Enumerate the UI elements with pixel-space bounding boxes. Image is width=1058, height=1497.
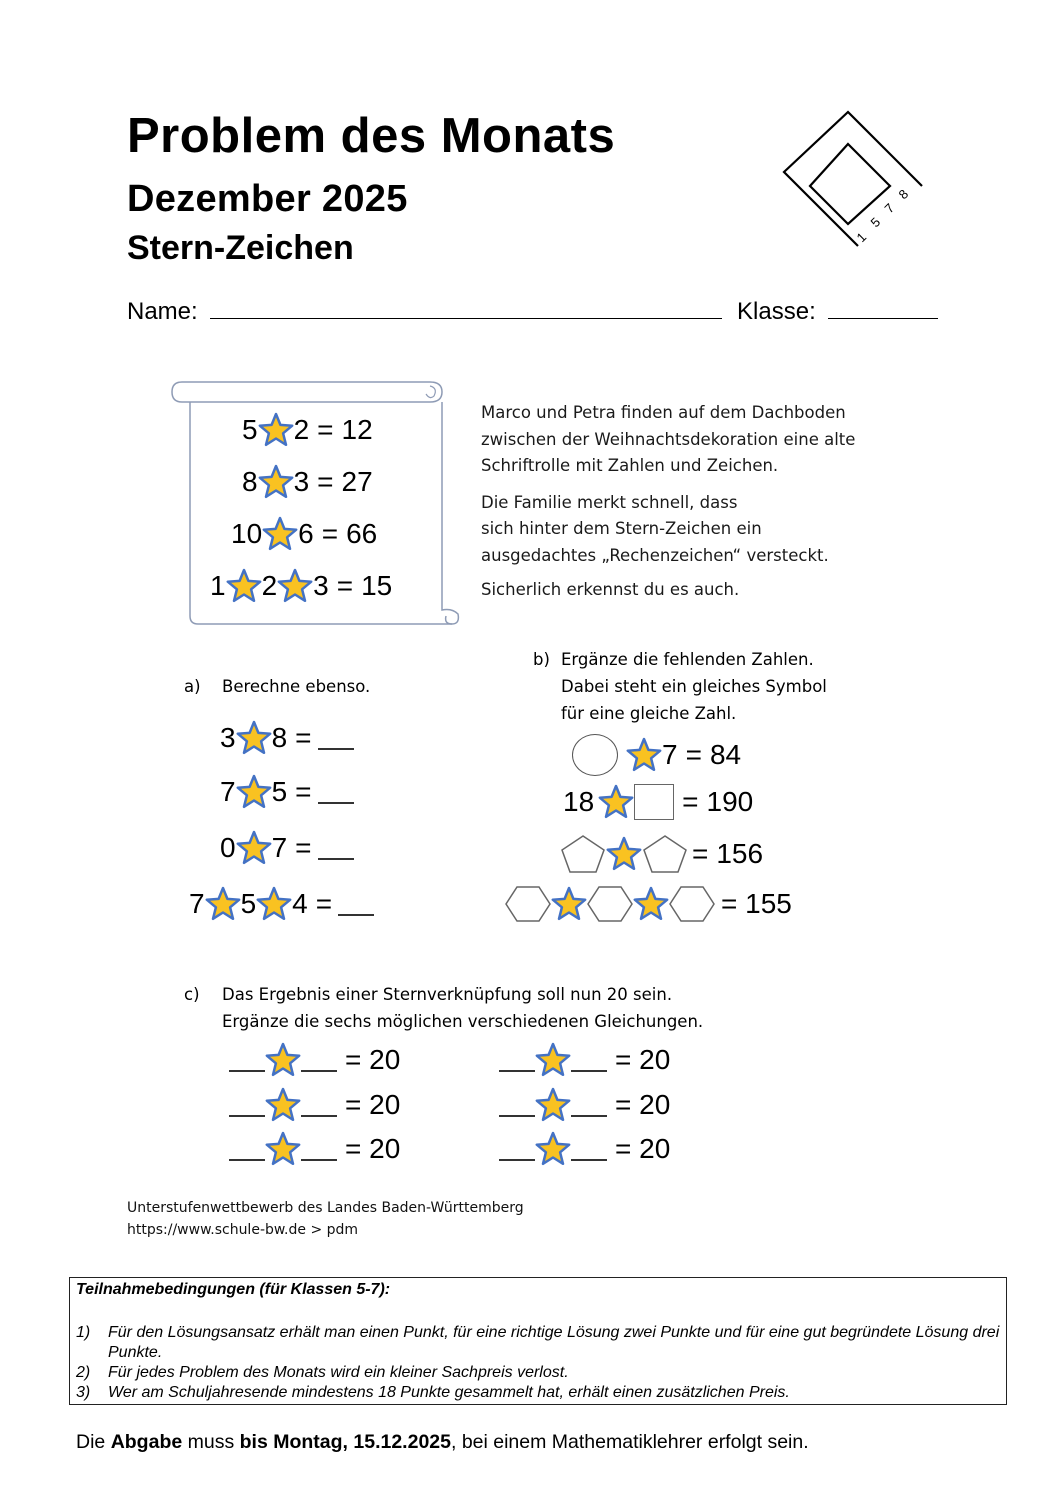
result: = 20 bbox=[615, 1133, 671, 1164]
story-paragraph-3: Sicherlich erkennst du es auch. bbox=[481, 580, 740, 599]
answer-blank[interactable] bbox=[229, 1137, 265, 1161]
scroll-equation bbox=[242, 412, 373, 448]
equals-sign: = bbox=[317, 414, 334, 445]
task-a-equation: 3 8 = bbox=[220, 720, 354, 756]
operand: 5 bbox=[242, 414, 258, 445]
operand: 2 bbox=[261, 570, 278, 601]
operand: 1 bbox=[210, 570, 226, 601]
star-icon bbox=[226, 568, 262, 604]
star-icon bbox=[205, 886, 241, 922]
pentagon-shape-blank[interactable] bbox=[560, 834, 606, 874]
name-field[interactable] bbox=[210, 300, 722, 319]
task-c-equation bbox=[229, 1042, 400, 1078]
star-icon bbox=[535, 1087, 571, 1123]
hexagon-shape-blank[interactable] bbox=[669, 884, 715, 924]
answer-blank[interactable] bbox=[571, 1093, 607, 1117]
result: = 20 bbox=[615, 1089, 671, 1120]
star-icon bbox=[265, 1087, 301, 1123]
problem-subtitle: Stern-Zeichen bbox=[127, 229, 354, 267]
name-class-row bbox=[127, 298, 938, 326]
task-c-equation bbox=[229, 1131, 400, 1167]
operand: 3 bbox=[313, 570, 329, 601]
result: = 20 bbox=[345, 1089, 401, 1120]
star-icon bbox=[265, 1042, 301, 1078]
logo-digit-8: 8 bbox=[895, 186, 912, 203]
source-note bbox=[127, 1197, 524, 1241]
task-a-equation: 0 7 = bbox=[220, 830, 354, 866]
star-icon bbox=[535, 1131, 571, 1167]
square-shape-blank[interactable] bbox=[634, 784, 674, 820]
star-icon bbox=[262, 516, 298, 552]
rule-item: 1) Für den Lösungsansatz erhält man einen Punkt, für eine richtige Lösung zwei Punkte und für eine gut begründete Lösung drei Punkte. bbox=[76, 1324, 1000, 1361]
operand: 2 bbox=[293, 414, 310, 445]
task-b-label: b) Ergänze die fehlenden Zahlen. Dabei steht ein gleiches Symbol für eine gleiche Zahl. bbox=[533, 650, 827, 723]
operand: 3 bbox=[293, 466, 310, 497]
result: 12 bbox=[341, 414, 373, 445]
task-a-label: a) Berechne ebenso. bbox=[184, 677, 371, 696]
participation-rules-box bbox=[69, 1277, 1007, 1405]
answer-blank[interactable] bbox=[318, 780, 354, 804]
star-icon bbox=[277, 568, 313, 604]
scroll-equation bbox=[210, 568, 392, 604]
hexagon-shape-blank[interactable] bbox=[587, 884, 633, 924]
result: = 20 bbox=[615, 1044, 671, 1075]
answer-blank[interactable] bbox=[499, 1137, 535, 1161]
star-icon bbox=[265, 1131, 301, 1167]
deadline-note: Die Abgabe muss bis Montag, 15.12.2025, bei einem Mathematiklehrer erfolgt sein. bbox=[76, 1431, 809, 1453]
logo-digit-1: 1 bbox=[853, 229, 870, 246]
result: 66 bbox=[346, 518, 378, 549]
answer-blank[interactable] bbox=[571, 1048, 607, 1072]
equals-sign: = bbox=[321, 518, 339, 549]
answer-blank[interactable] bbox=[338, 892, 374, 916]
rule-item: 2) Für jedes Problem des Monats wird ein kleiner Sachpreis verlost. bbox=[76, 1364, 569, 1381]
name-label: Name: bbox=[127, 298, 198, 325]
star-icon bbox=[535, 1042, 571, 1078]
result: = 20 bbox=[345, 1044, 401, 1075]
result: 15 bbox=[361, 570, 393, 601]
answer-blank[interactable] bbox=[499, 1093, 535, 1117]
source-link[interactable]: https://www.schule-bw.de > pdm bbox=[127, 1222, 359, 1238]
class-field[interactable] bbox=[828, 300, 938, 319]
scroll-equation bbox=[231, 516, 377, 552]
task-a-equation: 7 5 4 = bbox=[189, 886, 374, 922]
scroll-equation bbox=[242, 464, 373, 500]
star-icon bbox=[626, 737, 662, 773]
star-icon bbox=[633, 886, 669, 922]
rules-heading: Teilnahmebedingungen (für Klassen 5-7): bbox=[76, 1281, 391, 1298]
source-line-1: Unterstufenwettbewerb des Landes Baden-Württemberg bbox=[127, 1200, 524, 1216]
operand: 6 bbox=[298, 518, 314, 549]
answer-blank[interactable] bbox=[301, 1137, 337, 1161]
star-icon bbox=[606, 836, 642, 872]
answer-blank[interactable] bbox=[229, 1048, 265, 1072]
answer-blank[interactable] bbox=[301, 1093, 337, 1117]
competition-logo bbox=[780, 108, 930, 258]
task-a-equation: 7 5 = bbox=[220, 774, 354, 810]
story-paragraph-2: Die Familie merkt schnell, dass sich hinter dem Stern-Zeichen ein ausgedachtes „Rechenzeichen“ versteckt. bbox=[481, 492, 829, 565]
result: 27 bbox=[341, 466, 373, 497]
equals-sign: = bbox=[336, 570, 354, 601]
page-title: Problem des Monats bbox=[127, 109, 616, 163]
task-b-equation: 18 = 190 bbox=[563, 784, 753, 820]
task-c-label: c) Das Ergebnis einer Sternverknüpfung soll nun 20 sein. Ergänze die sechs möglichen verschiedenen Gleichungen. bbox=[184, 985, 704, 1031]
star-icon bbox=[236, 830, 272, 866]
operand: 8 bbox=[242, 466, 258, 497]
star-icon bbox=[598, 784, 634, 820]
answer-blank[interactable] bbox=[318, 726, 354, 750]
answer-blank[interactable] bbox=[229, 1093, 265, 1117]
equals-sign: = bbox=[317, 466, 334, 497]
star-icon bbox=[236, 720, 272, 756]
answer-blank[interactable] bbox=[571, 1137, 607, 1161]
rules-list bbox=[76, 1323, 1000, 1403]
star-icon bbox=[551, 886, 587, 922]
star-icon bbox=[258, 412, 294, 448]
task-c-equation bbox=[499, 1131, 670, 1167]
answer-blank[interactable] bbox=[318, 836, 354, 860]
logo-digit-7: 7 bbox=[881, 200, 898, 217]
task-c-equation bbox=[229, 1087, 400, 1123]
task-b-equation: 7 = 84 bbox=[572, 734, 741, 776]
logo-digit-5: 5 bbox=[867, 214, 884, 231]
circle-shape-blank[interactable] bbox=[572, 734, 618, 776]
story-paragraph-1: Marco und Petra finden auf dem Dachboden zwischen der Weihnachtsdekoration eine alte Schriftrolle mit Zahlen und Zeichen. bbox=[481, 403, 856, 475]
result: = 20 bbox=[345, 1133, 401, 1164]
star-icon bbox=[236, 774, 272, 810]
task-c-equation bbox=[499, 1042, 670, 1078]
hexagon-shape-blank[interactable] bbox=[505, 884, 551, 924]
class-label: Klasse: bbox=[737, 298, 816, 325]
rule-item: 3) Wer am Schuljahresende mindestens 18 Punkte gesammelt hat, erhält einen zusätzlichen Preis. bbox=[76, 1384, 790, 1401]
operand: 10 bbox=[231, 518, 263, 549]
month-heading: Dezember 2025 bbox=[127, 178, 408, 220]
task-b-equation: = 156 bbox=[560, 834, 763, 874]
pentagon-shape-blank[interactable] bbox=[642, 834, 688, 874]
answer-blank[interactable] bbox=[499, 1048, 535, 1072]
task-c-equation bbox=[499, 1087, 670, 1123]
story-text bbox=[481, 400, 901, 612]
star-icon bbox=[256, 886, 292, 922]
task-b-equation: = 155 bbox=[505, 884, 792, 924]
answer-blank[interactable] bbox=[301, 1048, 337, 1072]
star-icon bbox=[258, 464, 294, 500]
